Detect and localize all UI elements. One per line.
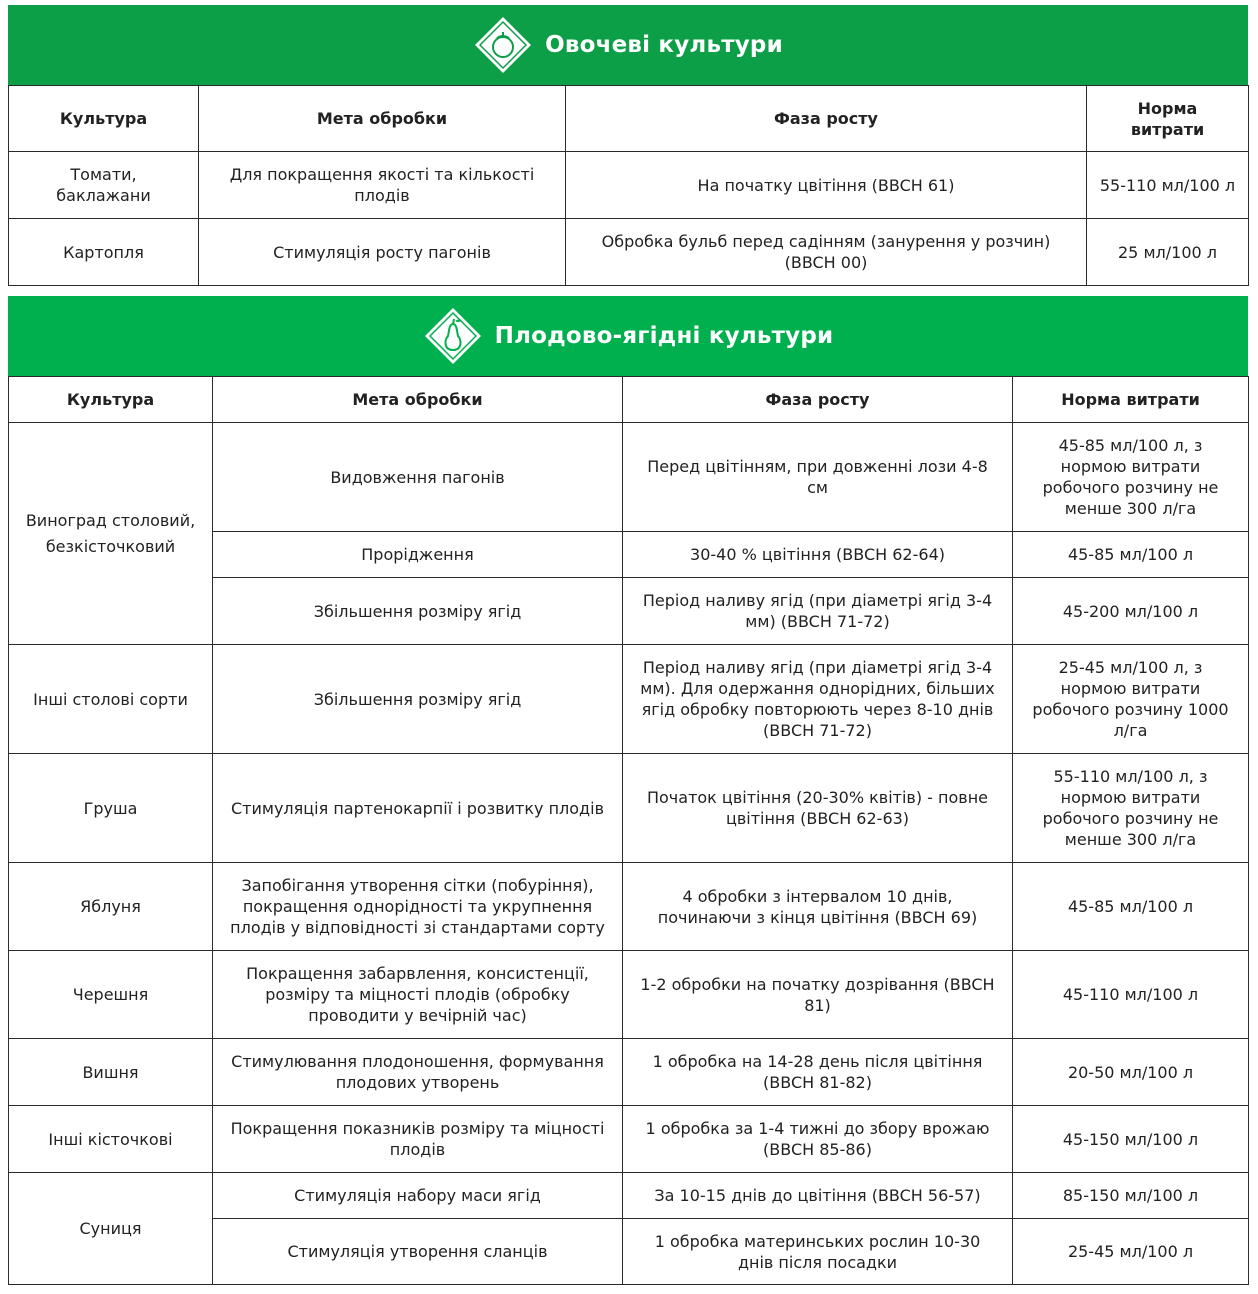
rate-cell: 25-45 мл/100 л, з нормою витрати робочого розчину 1000 л/га	[1013, 645, 1249, 754]
rate-cell: 85-150 мл/100 л	[1013, 1173, 1249, 1219]
fruit-banner	[8, 296, 1248, 376]
vegetable-banner	[8, 5, 1248, 85]
rate-cell: 45-110 мл/100 л	[1013, 951, 1249, 1039]
purpose-cell: Видовження пагонів	[213, 423, 623, 532]
table-row	[9, 152, 1249, 219]
rate-cell: 45-85 мл/100 л	[1013, 863, 1249, 951]
crop-cell: Інші кісточкові	[9, 1106, 213, 1173]
rate-cell: 45-85 мл/100 л, з нормою витрати робочого розчину не менше 300 л/га	[1013, 423, 1249, 532]
vegetable-section	[8, 5, 1248, 286]
rate-cell: 45-85 мл/100 л	[1013, 532, 1249, 578]
table-header-row	[9, 377, 1249, 423]
purpose-cell: Покращення забарвлення, консистенції, розміру та міцності плодів (обробку проводити у вечірній час)	[213, 951, 623, 1039]
purpose-cell: Стимуляція утворення сланців	[213, 1219, 623, 1285]
phase-cell: Обробка бульб перед садінням (занурення у розчин) (BBCH 00)	[566, 219, 1087, 286]
tomato-icon	[473, 15, 533, 75]
rate-cell: 45-150 мл/100 л	[1013, 1106, 1249, 1173]
phase-cell: 1 обробка на 14-28 день після цвітіння (BBCH 81-82)	[623, 1039, 1013, 1106]
purpose-cell: Прорідження	[213, 532, 623, 578]
header-purpose: Мета обробки	[213, 377, 623, 423]
table-row	[9, 1039, 1249, 1106]
fruit-title: Плодово-ягідні культури	[494, 323, 834, 349]
table-row	[9, 1106, 1249, 1173]
table-row	[9, 219, 1249, 286]
header-phase: Фаза росту	[566, 86, 1087, 152]
phase-cell: 1 обробка за 1-4 тижні до збору врожаю (BBCH 85-86)	[623, 1106, 1013, 1173]
crop-cell: Томати, баклажани	[9, 152, 199, 219]
vegetable-title: Овочеві культури	[545, 32, 783, 58]
rate-cell: 25 мл/100 л	[1087, 219, 1249, 286]
purpose-cell: Запобігання утворення сітки (побуріння), покращення однорідності та укрупнення плодів у відповідності зі стандартами сорту	[213, 863, 623, 951]
phase-cell: Період наливу ягід (при діаметрі ягід 3-4 мм) (BBCH 71-72)	[623, 578, 1013, 645]
header-crop: Культура	[9, 86, 199, 152]
rate-cell: 20-50 мл/100 л	[1013, 1039, 1249, 1106]
header-crop: Культура	[9, 377, 213, 423]
purpose-cell: Стимуляція партенокарпії і розвитку плодів	[213, 754, 623, 863]
table-row	[9, 645, 1249, 754]
header-rate: Норма витрати	[1013, 377, 1249, 423]
crop-cell: Черешня	[9, 951, 213, 1039]
header-phase: Фаза росту	[623, 377, 1013, 423]
purpose-cell: Збільшення розміру ягід	[213, 578, 623, 645]
purpose-cell: Стимуляція набору маси ягід	[213, 1173, 623, 1219]
purpose-cell: Стимулювання плодоношення, формування плодових утворень	[213, 1039, 623, 1106]
purpose-cell: Стимуляція росту пагонів	[199, 219, 566, 286]
fruit-section	[8, 296, 1248, 1285]
crop-cell: Інші столові сорти	[9, 645, 213, 754]
phase-cell: Початок цвітіння (20-30% квітів) - повне цвітіння (BBCH 62-63)	[623, 754, 1013, 863]
header-rate: Норма витрати	[1087, 86, 1249, 152]
rate-cell: 55-110 мл/100 л	[1087, 152, 1249, 219]
phase-cell: 1 обробка материнських рослин 10-30 днів після посадки	[623, 1219, 1013, 1285]
purpose-cell: Покращення показників розміру та міцності плодів	[213, 1106, 623, 1173]
table-row	[9, 863, 1249, 951]
rate-cell: 45-200 мл/100 л	[1013, 578, 1249, 645]
phase-cell: 30-40 % цвітіння (BBCH 62-64)	[623, 532, 1013, 578]
purpose-cell: Збільшення розміру ягід	[213, 645, 623, 754]
crop-cell: Вишня	[9, 1039, 213, 1106]
crop-cell: Суниця	[9, 1173, 213, 1285]
header-purpose: Мета обробки	[199, 86, 566, 152]
phase-cell: Період наливу ягід (при діаметрі ягід 3-4 мм). Для одержання однорідних, більших ягід обробку повторюють через 8-10 днів (BBCH 71-72)	[623, 645, 1013, 754]
pear-icon	[423, 306, 483, 366]
phase-cell: 1-2 обробки на початку дозрівання (BBCH 81)	[623, 951, 1013, 1039]
crop-cell: Яблуня	[9, 863, 213, 951]
crop-cell: Картопля	[9, 219, 199, 286]
fruit-table	[8, 376, 1249, 1285]
table-row	[9, 1173, 1249, 1219]
table-row	[9, 754, 1249, 863]
purpose-cell: Для покращення якості та кількості плодів	[199, 152, 566, 219]
vegetable-table	[8, 85, 1249, 286]
table-row	[9, 951, 1249, 1039]
crop-cell: Виноград столовий, безкісточковий	[9, 423, 213, 645]
rate-cell: 55-110 мл/100 л, з нормою витрати робочого розчину не менше 300 л/га	[1013, 754, 1249, 863]
phase-cell: Перед цвітінням, при довженні лози 4-8 см	[623, 423, 1013, 532]
crop-cell: Груша	[9, 754, 213, 863]
phase-cell: За 10-15 днів до цвітіння (BBCH 56-57)	[623, 1173, 1013, 1219]
table-row	[9, 423, 1249, 532]
phase-cell: На початку цвітіння (BBCH 61)	[566, 152, 1087, 219]
table-header-row	[9, 86, 1249, 152]
phase-cell: 4 обробки з інтервалом 10 днів, починаючи з кінця цвітіння (BBCH 69)	[623, 863, 1013, 951]
rate-cell: 25-45 мл/100 л	[1013, 1219, 1249, 1285]
